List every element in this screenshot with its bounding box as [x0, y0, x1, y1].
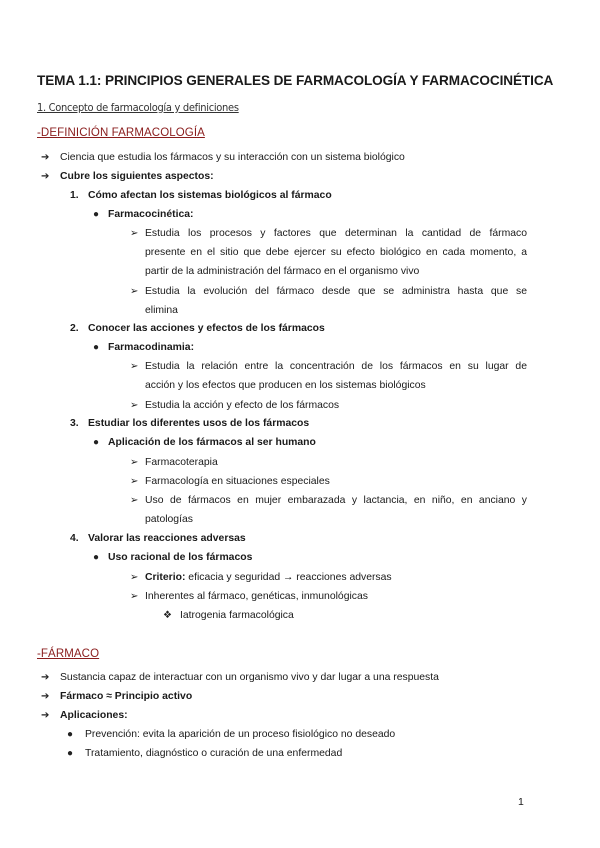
triangle-bullet-icon: ➢ — [130, 476, 139, 487]
detail-line: patologías — [145, 514, 193, 525]
dot-bullet-icon: ● — [93, 552, 100, 563]
sub-item-heading: Aplicación de los fármacos al ser humano — [108, 437, 316, 448]
list-item: Estudiar los diferentes usos de los fármacos — [88, 418, 310, 429]
section-subtitle: 1. Concepto de farmacología y definiciones — [37, 101, 239, 114]
definition-line: Fármaco ≈ Principio activo — [60, 691, 193, 702]
triangle-bullet-icon: ➢ — [130, 495, 139, 506]
definition-line: Ciencia que estudia los fármacos y su interacción con un sistema biológico — [60, 152, 405, 163]
detail-line: Farmacoterapia — [145, 457, 218, 468]
list-number: 2. — [70, 323, 79, 334]
dot-bullet-icon: ● — [93, 209, 100, 220]
sub-item-heading: Uso racional de los fármacos — [108, 552, 253, 563]
triangle-bullet-icon: ➢ — [130, 457, 139, 468]
page-number: 1 — [518, 796, 524, 808]
detail-line: partir de la administración del fármaco en el organismo vivo — [145, 266, 420, 277]
detail-line: presente en el sitio que debe ejercer su efecto biológico en cada momento, a — [145, 247, 527, 258]
list-item: Valorar las reacciones adversas — [88, 533, 246, 544]
section-heading-farmaco: -FÁRMACO — [37, 648, 100, 660]
detail-line: acción y los efectos que producen en los sistemas biológicos — [145, 380, 426, 391]
arrow-bullet-icon: ➔ — [41, 691, 50, 702]
triangle-bullet-icon: ➢ — [130, 591, 139, 602]
arrow-bullet-icon: ➔ — [41, 710, 50, 721]
arrow-bullet-icon: ➔ — [41, 672, 50, 683]
list-number: 1. — [70, 190, 79, 201]
arrow-bullet-icon: ➔ — [41, 171, 50, 182]
diamond-bullet-icon: ❖ — [163, 610, 172, 621]
list-item: Cómo afectan los sistemas biológicos al fármaco — [88, 190, 332, 201]
list-number: 4. — [70, 533, 79, 544]
arrow-bullet-icon: ➔ — [41, 152, 50, 163]
application-item: Prevención: evita la aparición de un proceso fisiológico no deseado — [85, 729, 396, 740]
applications-heading: Aplicaciones: — [60, 710, 128, 721]
detail-line: Farmacología en situaciones especiales — [145, 476, 330, 487]
list-number: 3. — [70, 418, 79, 429]
detail-line: Estudia la relación entre la concentración de los fármacos en su lugar de — [145, 361, 527, 372]
detail-line: Estudia la evolución del fármaco desde que se administra hasta que se — [145, 286, 527, 297]
definition-line: Sustancia capaz de interactuar con un organismo vivo y dar lugar a una respuesta — [60, 672, 439, 683]
detail-line: Uso de fármacos en mujer embarazada y lactancia, en niño, en anciano y — [145, 495, 527, 506]
sub-item-heading: Farmacocinética: — [108, 209, 194, 220]
dot-bullet-icon: ● — [67, 729, 74, 740]
detail-line: Estudia la acción y efecto de los fármacos — [145, 400, 340, 411]
triangle-bullet-icon: ➢ — [130, 361, 139, 372]
detail-line: Estudia los procesos y factores que determinan la cantidad de fármaco — [145, 228, 527, 239]
criterio-text: eficacia y seguridad → reacciones adversas — [185, 572, 392, 583]
dot-bullet-icon: ● — [93, 342, 100, 353]
detail-line: Iatrogenia farmacológica — [180, 610, 294, 621]
dot-bullet-icon: ● — [93, 437, 100, 448]
list-item: Conocer las acciones y efectos de los fármacos — [88, 323, 325, 334]
aspects-heading: Cubre los siguientes aspectos: — [60, 171, 214, 182]
criterio-label: Criterio: — [145, 572, 186, 583]
application-item: Tratamiento, diagnóstico o curación de una enfermedad — [85, 748, 343, 759]
section-heading-farmacologia: -DEFINICIÓN FARMACOLOGÍA — [37, 127, 205, 139]
triangle-bullet-icon: ➢ — [130, 400, 139, 411]
page-title: TEMA 1.1: PRINCIPIOS GENERALES DE FARMACOLOGÍA Y FARMACOCINÉTICA — [37, 73, 554, 88]
triangle-bullet-icon: ➢ — [130, 228, 139, 239]
detail-line — [145, 568, 392, 587]
detail-line: Inherentes al fármaco, genéticas, inmunológicas — [145, 591, 368, 602]
dot-bullet-icon: ● — [67, 748, 74, 759]
triangle-bullet-icon: ➢ — [130, 286, 139, 297]
triangle-bullet-icon: ➢ — [130, 572, 139, 583]
detail-line: elimina — [145, 305, 178, 316]
sub-item-heading: Farmacodinamia: — [108, 342, 195, 353]
